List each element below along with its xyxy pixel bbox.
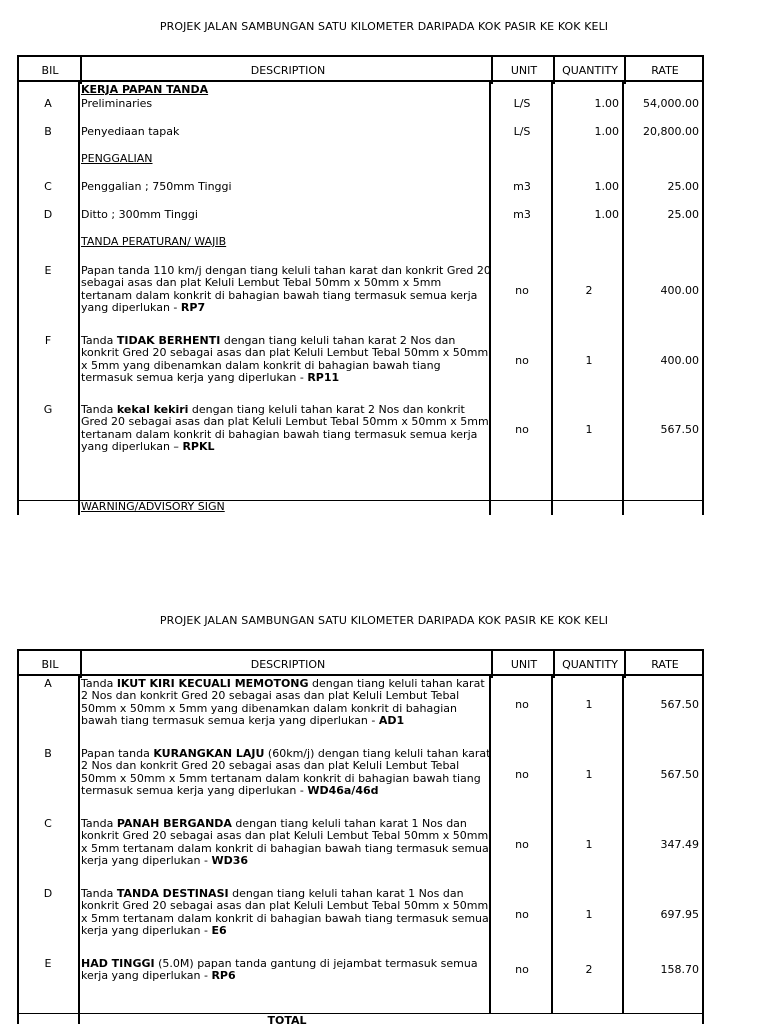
header-description: DESCRIPTION [250,658,326,671]
header-rate: RATE [651,64,679,77]
header-description: DESCRIPTION [250,64,326,77]
header-quantity: QUANTITY [562,64,618,77]
total-label: TOTAL [267,1014,307,1027]
page-title: PROJEK JALAN SAMBUNGAN SATU KILOMETER DARIPADA KOK PASIR KE KOK KELI [159,614,609,627]
header-bil: BIL [41,658,59,671]
boq-table: BIL DESCRIPTION UNIT QUANTITY RATE A Tanda IKUT KIRI KECUALI MEMOTONG dengan tiang keluli tahan karat 2 Nos dan konkrit Gred 20 sebagai asas dan plat Keluli Lembut Tebal 50mm x 50mm x 5mm yang dibenamkan dalam konkrit di bahagian bawah tiang termasuk semua kerja yang diperlukan - AD1 no 1 567.50 B Papan tanda KURANGKAN LAJU (60km/j) dengan tiang keluli tahan karat 2 Nos dan konkrit Gred 20 sebagai asas dan plat Keluli Lembut Tebal 50mm x 50mm x 5mm tertanam dalam konkrit di bahagian bawah tiang termasuk semua kerja yang diperlukan - WD46a/46d no 1 567.50 C Tanda PANAH BERGANDA dengan tiang keluli tahan karat 1 Nos dan konkrit Gred 20 sebagai asas dan plat Keluli Lembut Tebal 50mm x 50mm x 5mm tertanam dalam konkrit di bahagian bawah tiang termasuk semua kerja yang diperlukan - WD36 no 1 347.49 D Tanda TANDA DESTINASI dengan tiang keluli tahan karat 1 Nos dan konkrit Gred 20 sebagai asas dan plat Keluli Lembut Tebal 50mm x 50mm x 5mm tertanam dalam konkrit di bahagian bawah tiang termasuk semua kerja yang diperlukan - E6 no 1 697.95 E HAD TINGGI (5.0M) papan tanda gantung di jejambat termasuk semua kerja yang diperlukan - RP6 no 2 158.70 TOTAL [17,649,704,676]
table-header [17,649,704,676]
header-unit: UNIT [510,64,538,77]
header-bil: BIL [41,64,59,77]
header-rate: RATE [651,658,679,671]
header-unit: UNIT [510,658,538,671]
table-header [17,55,704,82]
header-quantity: QUANTITY [562,658,618,671]
section-heading-text: KERJA PAPAN TANDA [81,83,209,96]
boq-table: BIL DESCRIPTION UNIT QUANTITY RATE KERJA PAPAN TANDA A Preliminaries L/S 1.00 54,000.00 B Penyediaan tapak L/S 1.00 20,800.00 PENGGALIAN C Penggalian ; 750mm Tinggi m3 1.00 25.00 D Ditto ; 300mm Tinggi m3 1.00 25.00 TANDA PERATURAN/ WAJIB E Papan tanda 110 km/j dengan tiang keluli tahan karat dan konkrit Gred 20 sebagai asas dan plat Keluli Lembut Tebal 50mm x 50mm x 5mm tertanam dalam konkrit di bahagian bawah tiang termasuk semua kerja yang diperlukan - RP7 no 2 400.00 F Tanda TIDAK BERHENTI dengan tiang keluli tahan karat 2 Nos dan konkrit Gred 20 sebagai asas dan plat Keluli Lembut Tebal 50mm x 50mm x 5mm yang dibenamkan dalam konkrit di bahagian bawah tiang termasuk semua kerja yang diperlukan - RP11 no 1 400.00 G Tanda kekal kekiri dengan tiang keluli tahan karat 2 Nos dan konkrit Gred 20 sebagai asas dan plat Keluli Lembut Tebal 50mm x 50mm x 5mm tertanam dalam konkrit di bahagian bawah tiang termasuk semua kerja yang diperlukan – RPKL no 1 567.50 WARNING/ADVISORY SIGN [17,55,704,82]
page-title: PROJEK JALAN SAMBUNGAN SATU KILOMETER DARIPADA KOK PASIR KE KOK KELI [159,20,609,33]
